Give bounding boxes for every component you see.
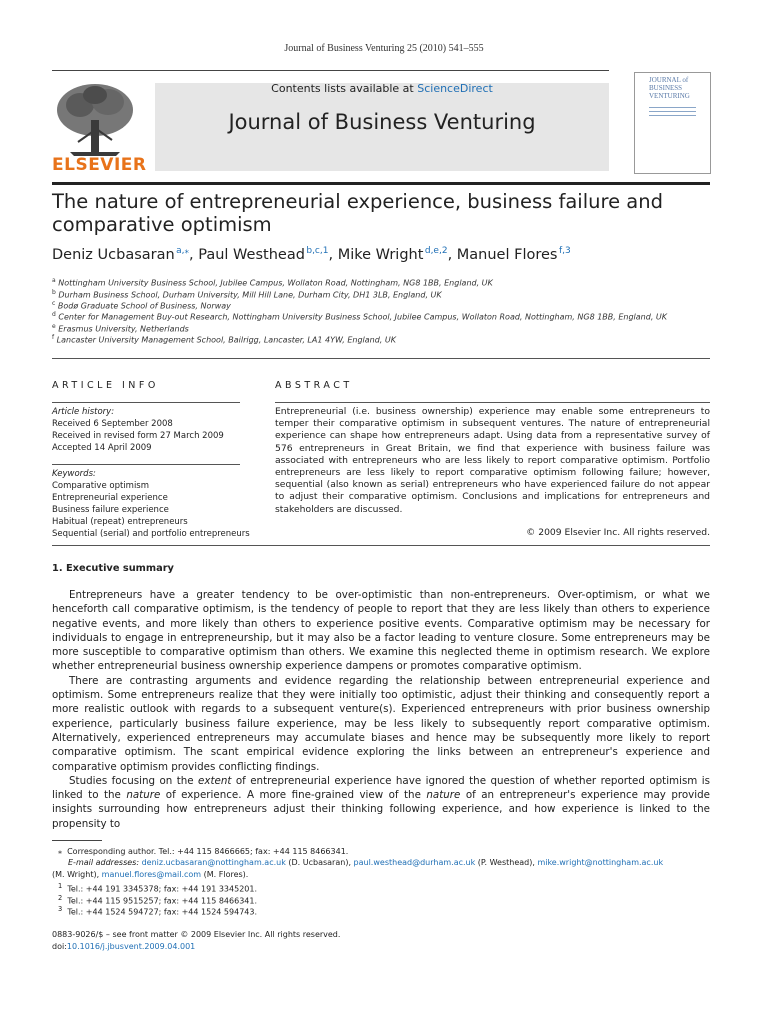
author-affil-mark[interactable]: b,c,1: [306, 246, 329, 256]
email-link[interactable]: deniz.ucbasaran@nottingham.ac.uk: [141, 858, 286, 867]
header-top-rule: [52, 70, 609, 71]
author-name: Paul Westhead: [198, 246, 305, 263]
keyword: Comparative optimism: [52, 481, 150, 491]
author-affil-mark[interactable]: f,3: [558, 246, 571, 256]
abstract-bottom-rule: [52, 545, 710, 546]
keywords: [52, 468, 252, 540]
doi-link[interactable]: 10.1016/j.jbusvent.2009.04.001: [66, 941, 196, 951]
journal-cover-thumbnail: [634, 72, 711, 174]
footnote-emails: E-mail addresses: deniz.ucbasaran@nottingham.ac.uk (D. Ucbasaran), paul.westhead@durham.ac.uk (P. Westhead), mike.wright@nottingham.ac.uk (M. Wright), manuel.flores@mail.com (M. Flores).: [52, 858, 664, 879]
contents-prefix: Contents lists available at: [271, 82, 418, 95]
footnote: $^2$ Tel.: +44 115 9515257; fax: +44 115 8466341.: [58, 894, 258, 906]
contents-line: [155, 82, 609, 95]
cover-title: JOURNAL of BUSINESS VENTURING: [649, 76, 690, 100]
front-matter: [52, 929, 340, 952]
affiliation: $^a$ Nottingham University Business School, Jubilee Campus, Wollaton Road, Nottingham, NG8 1BB, England, UK: [52, 277, 493, 288]
elsevier-tree-logo: [50, 80, 140, 160]
sciencedirect-link[interactable]: ScienceDirect: [417, 82, 493, 95]
abstract-text: Entrepreneurial (i.e. business ownership) experience may enable some entrepreneurs to temper their comparative optimism in subsequent ventures. The nature of entrepreneurial experience can shape how entrepreneurs adapt. Using data from a representative survey of 576 entrepreneurs in Great Britain, we find that experience with business failure was associated with entrepreneurs who are less likely to report comparative optimism. Portfolio entrepreneurs are less likely to report comparative optimism following failure; however, sequential (also known as serial) entrepreneurs who have experienced failure do not appear to adjust their comparative optimism. Conclusions and implications for entrepreneurs and stakeholders are discussed.: [275, 406, 710, 515]
history-item: Accepted 14 April 2009: [52, 443, 152, 453]
section-heading: 1. Executive summary: [52, 563, 174, 574]
issn-line: 0883-9026/$ – see front matter © 2009 Elsevier Inc. All rights reserved.: [52, 930, 341, 939]
abstract-heading: ABSTRACT: [275, 380, 353, 391]
email-link[interactable]: manuel.flores@mail.com: [101, 869, 202, 879]
keyword: Entrepreneurial experience: [52, 493, 168, 503]
paragraph: There are contrasting arguments and evidence regarding the relationship between entrepreneurial experience and optimism. Some entrepreneurs realize that they were initially too optimistic, adjust their thinking and consequently report a more realistic outlook with regards to a subsequent venture(s). Experienced entrepreneurs with prior business ownership experience, particularly business failure experience, may be less likely to subsequently report comparative optimism. Alternatively, experienced entrepreneurs may accumulate biases and hence may be subsequently more likely to report comparative optimism. The scant empirical evidence exploring the links between an entrepreneur's experience and comparative optimism provides conflicting findings.: [52, 674, 710, 773]
affiliation: $^c$ Bodø Graduate School of Business, Norway: [52, 300, 231, 311]
paragraph: Studies focusing on the extent of entrepreneurial experience have ignored the question of whether reported optimism is linked to the nature of experience. A more fine-grained view of the nature of an entrepreneur's experience may provide insights surrounding how entrepreneurs adjust their thinking following experience, and how experience is linked to the propensity to: [52, 774, 710, 830]
email-label: E-mail addresses:: [68, 858, 140, 867]
article-info-heading: ARTICLE INFO: [52, 380, 159, 391]
email-link[interactable]: paul.westhead@durham.ac.uk: [353, 858, 476, 867]
history-item: Received in revised form 27 March 2009: [52, 431, 224, 441]
author-name: Manuel Flores: [456, 246, 558, 263]
footnote: $^3$ Tel.: +44 1524 594727; fax: +44 1524 594743.: [58, 905, 258, 917]
author-affil-mark[interactable]: a,⁎: [176, 246, 190, 256]
footnote-rule: [52, 840, 102, 841]
keyword: Habitual (repeat) entrepreneurs: [52, 517, 188, 527]
publisher-logo-text: ELSEVIER: [52, 155, 147, 175]
keyword: Business failure experience: [52, 505, 169, 515]
footnote: $^1$ Tel.: +44 191 3345378; fax: +44 191 3345201.: [58, 882, 258, 894]
keywords-label: Keywords:: [52, 469, 96, 479]
title-rule: [52, 182, 710, 185]
journal-name: Journal of Business Venturing: [228, 110, 536, 134]
footnote-corresponding: ⁎ Corresponding author. Tel.: +44 115 8466665; fax: +44 115 8466341.: [58, 847, 349, 856]
affiliation: $^f$ Lancaster University Management School, Bailrigg, Lancaster, LA1 4YW, England, UK: [52, 334, 396, 345]
abstract-copyright: © 2009 Elsevier Inc. All rights reserved.: [526, 527, 710, 538]
doi-line: doi:10.1016/j.jbusvent.2009.04.001: [52, 941, 196, 951]
keyword: Sequential (serial) and portfolio entrepreneurs: [52, 529, 250, 539]
journal-reference: Journal of Business Venturing 25 (2010) 541–555: [284, 43, 484, 54]
article-history: [52, 406, 252, 454]
email-link[interactable]: mike.wright@nottingham.ac.uk: [537, 858, 664, 867]
history-label: Article history:: [52, 407, 115, 417]
author-affil-mark[interactable]: d,e,2: [424, 246, 448, 256]
author-name: Mike Wright: [337, 246, 424, 263]
author-list: Deniz Ucbasaran $^{a,⁎}$, Paul Westhead $^{b,c,1}$, Mike Wright $^{d,e,2}$, Manuel Flores $^{f,3}$: [52, 246, 571, 263]
affiliation-rule: [52, 358, 710, 359]
affiliation: $^e$ Erasmus University, Netherlands: [52, 323, 189, 334]
affiliation: $^d$ Center for Management Buy-out Research, Nottingham University Business School, Jubilee Campus, Wollaton Road, Nottingham, NG8 1BB, England, UK: [52, 311, 668, 322]
keywords-rule: [52, 464, 240, 465]
history-item: Received 6 September 2008: [52, 419, 173, 429]
article-title: The nature of entrepreneurial experience, business failure and comparative optimism: [52, 190, 663, 236]
author-name: Deniz Ucbasaran: [52, 246, 175, 263]
paragraph: Entrepreneurs have a greater tendency to be over-optimistic than non-entrepreneurs. Over-optimism, or what we henceforth call comparative optimism, is the tendency of people to report that they are less likely than others to experience negative events, and more likely than others to experience positive events. Comparative optimism may be necessary for individuals to engage in entrepreneurship, but it may also be a factor leading to venture closure. Some entrepreneurs may be more susceptible to comparative optimism than others. We examine this neglected theme in optimism research. We explore whether entrepreneurial business ownership experience dampens or promotes comparative optimism.: [52, 589, 710, 673]
abstract-rule: [275, 402, 710, 403]
body-text: [52, 588, 710, 831]
article-info-rule: [52, 402, 240, 403]
affiliation: $^b$ Durham Business School, Durham University, Mill Hill Lane, Durham City, DH1 3LB, England, UK: [52, 289, 442, 300]
